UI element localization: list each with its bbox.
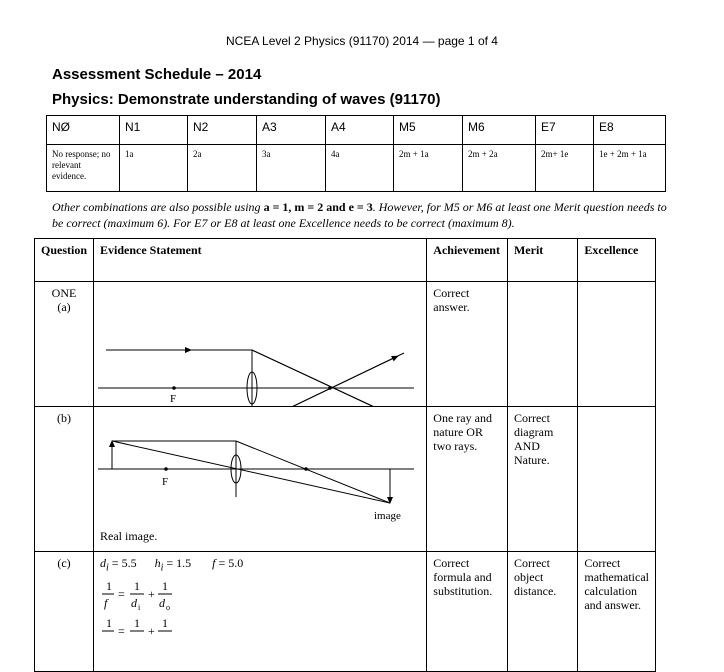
evidence-cell <box>94 407 427 552</box>
equals-sign: = <box>118 587 125 602</box>
denominator-d: d <box>131 596 138 611</box>
grade-header-cell: E7 <box>536 116 594 145</box>
excellence-cell <box>578 282 656 407</box>
refracted-ray-top <box>252 350 404 406</box>
subscript-i: i <box>138 603 141 613</box>
refracted-ray <box>236 441 390 503</box>
var-f: f <box>212 556 216 570</box>
numerator: 1 <box>162 616 169 631</box>
lens-ray-diagram-a <box>94 282 424 406</box>
question-number: ONE <box>51 286 77 300</box>
grade-value-cell: 1a <box>120 145 188 192</box>
central-ray <box>112 441 390 503</box>
grade-value-cell: 1e + 2m + 1a <box>594 145 666 192</box>
di-value: = 5.5 <box>111 556 137 570</box>
grade-header-cell: A4 <box>326 116 394 145</box>
focal-label: F <box>170 393 177 405</box>
document-subtitle: Physics: Demonstrate understanding of waves (91170) <box>52 91 441 108</box>
var-d: d <box>100 556 107 570</box>
achievement-cell: Correct formula and substitution. <box>427 552 508 672</box>
grade-value-cell: 4a <box>326 145 394 192</box>
note-bold-text: a = 1, m = 2 and e = 3 <box>263 200 373 214</box>
table-row <box>35 552 656 672</box>
column-header-achievement: Achievement <box>427 239 508 282</box>
grade-header-row <box>47 116 666 145</box>
question-part: (a) <box>57 300 71 314</box>
column-header-excellence: Excellence <box>578 239 656 282</box>
question-part: (c) <box>57 556 71 570</box>
grade-value-cell: 3a <box>257 145 326 192</box>
column-header-question: Question <box>35 239 94 282</box>
excellence-cell: Correct mathematical calculation and answer. <box>578 552 656 672</box>
grade-header-cell: NØ <box>47 116 120 145</box>
hi-value: = 1.5 <box>166 556 192 570</box>
grade-value-cell: 2m + 2a <box>463 145 536 192</box>
sub-i: i <box>106 562 109 574</box>
column-header-evidence: Evidence Statement <box>94 239 427 282</box>
grade-header-cell: E8 <box>594 116 666 145</box>
merit-cell: Correct object distance. <box>507 552 577 672</box>
focal-label: F <box>162 476 169 488</box>
page-header: NCEA Level 2 Physics (91170) 2014 — page 1 of 4 <box>226 34 498 48</box>
achievement-cell: One ray and nature OR two rays. <box>427 407 508 552</box>
merit-cell: Correct diagram AND Nature. <box>507 407 577 552</box>
question-part: (b) <box>57 411 71 425</box>
denominator-d: d <box>159 596 166 611</box>
lens-equation <box>100 577 220 637</box>
note-text: Other combinations are also possible using <box>52 200 264 214</box>
numerator: 1 <box>134 579 141 594</box>
merit-cell <box>507 282 577 407</box>
grade-header-cell: M5 <box>394 116 463 145</box>
evidence-cell <box>94 552 427 672</box>
question-cell <box>35 407 94 552</box>
document-title: Assessment Schedule – 2014 <box>52 66 262 83</box>
var-h: h <box>154 556 161 570</box>
plus-sign: + <box>148 587 155 602</box>
grade-value-cell: 2m + 1a <box>394 145 463 192</box>
numerator: 1 <box>134 616 141 631</box>
sub-i: i <box>160 562 164 574</box>
image-label: image <box>374 510 401 522</box>
focal-point <box>328 386 332 390</box>
assessment-header-row <box>35 239 656 282</box>
grade-table <box>46 115 666 192</box>
ray-arrow <box>252 350 396 406</box>
focal-point <box>304 467 308 471</box>
evidence-text: Real image. <box>100 529 158 543</box>
excellence-cell <box>578 407 656 552</box>
f-value: = 5.0 <box>218 556 244 570</box>
grade-value-cell: 2a <box>188 145 257 192</box>
combination-note <box>52 199 672 231</box>
grade-value-cell: 2m+ 1e <box>536 145 594 192</box>
question-cell <box>35 282 94 407</box>
plus-sign: + <box>148 624 155 638</box>
numerator: 1 <box>162 579 169 594</box>
given-values <box>100 556 420 575</box>
grade-header-cell: A3 <box>257 116 326 145</box>
grade-header-cell: N2 <box>188 116 257 145</box>
table-row <box>35 282 656 407</box>
ray-arrow <box>252 357 396 406</box>
table-row <box>35 407 656 552</box>
lens-ray-diagram-b <box>94 407 424 525</box>
column-header-merit: Merit <box>507 239 577 282</box>
grade-value-cell: No response; no relevant evidence. <box>47 145 120 192</box>
question-cell <box>35 552 94 672</box>
grade-header-cell: M6 <box>463 116 536 145</box>
numerator: 1 <box>106 616 113 631</box>
evidence-cell <box>94 282 427 407</box>
grade-header-cell: N1 <box>120 116 188 145</box>
grade-values-row <box>47 145 666 192</box>
focal-point <box>172 386 176 390</box>
focal-point <box>164 467 168 471</box>
denominator-f: f <box>104 596 108 611</box>
numerator: 1 <box>106 579 113 594</box>
subscript-o: o <box>166 603 171 613</box>
assessment-table <box>34 238 656 672</box>
achievement-cell: Correct answer. <box>427 282 508 407</box>
note-text: . However, for M5 or M6 at least one Merit question needs to be correct (maximum 6). For E7 or E8 at least one Excellence needs to be correct (maximum 8). <box>52 200 667 230</box>
equals-sign: = <box>118 624 125 638</box>
